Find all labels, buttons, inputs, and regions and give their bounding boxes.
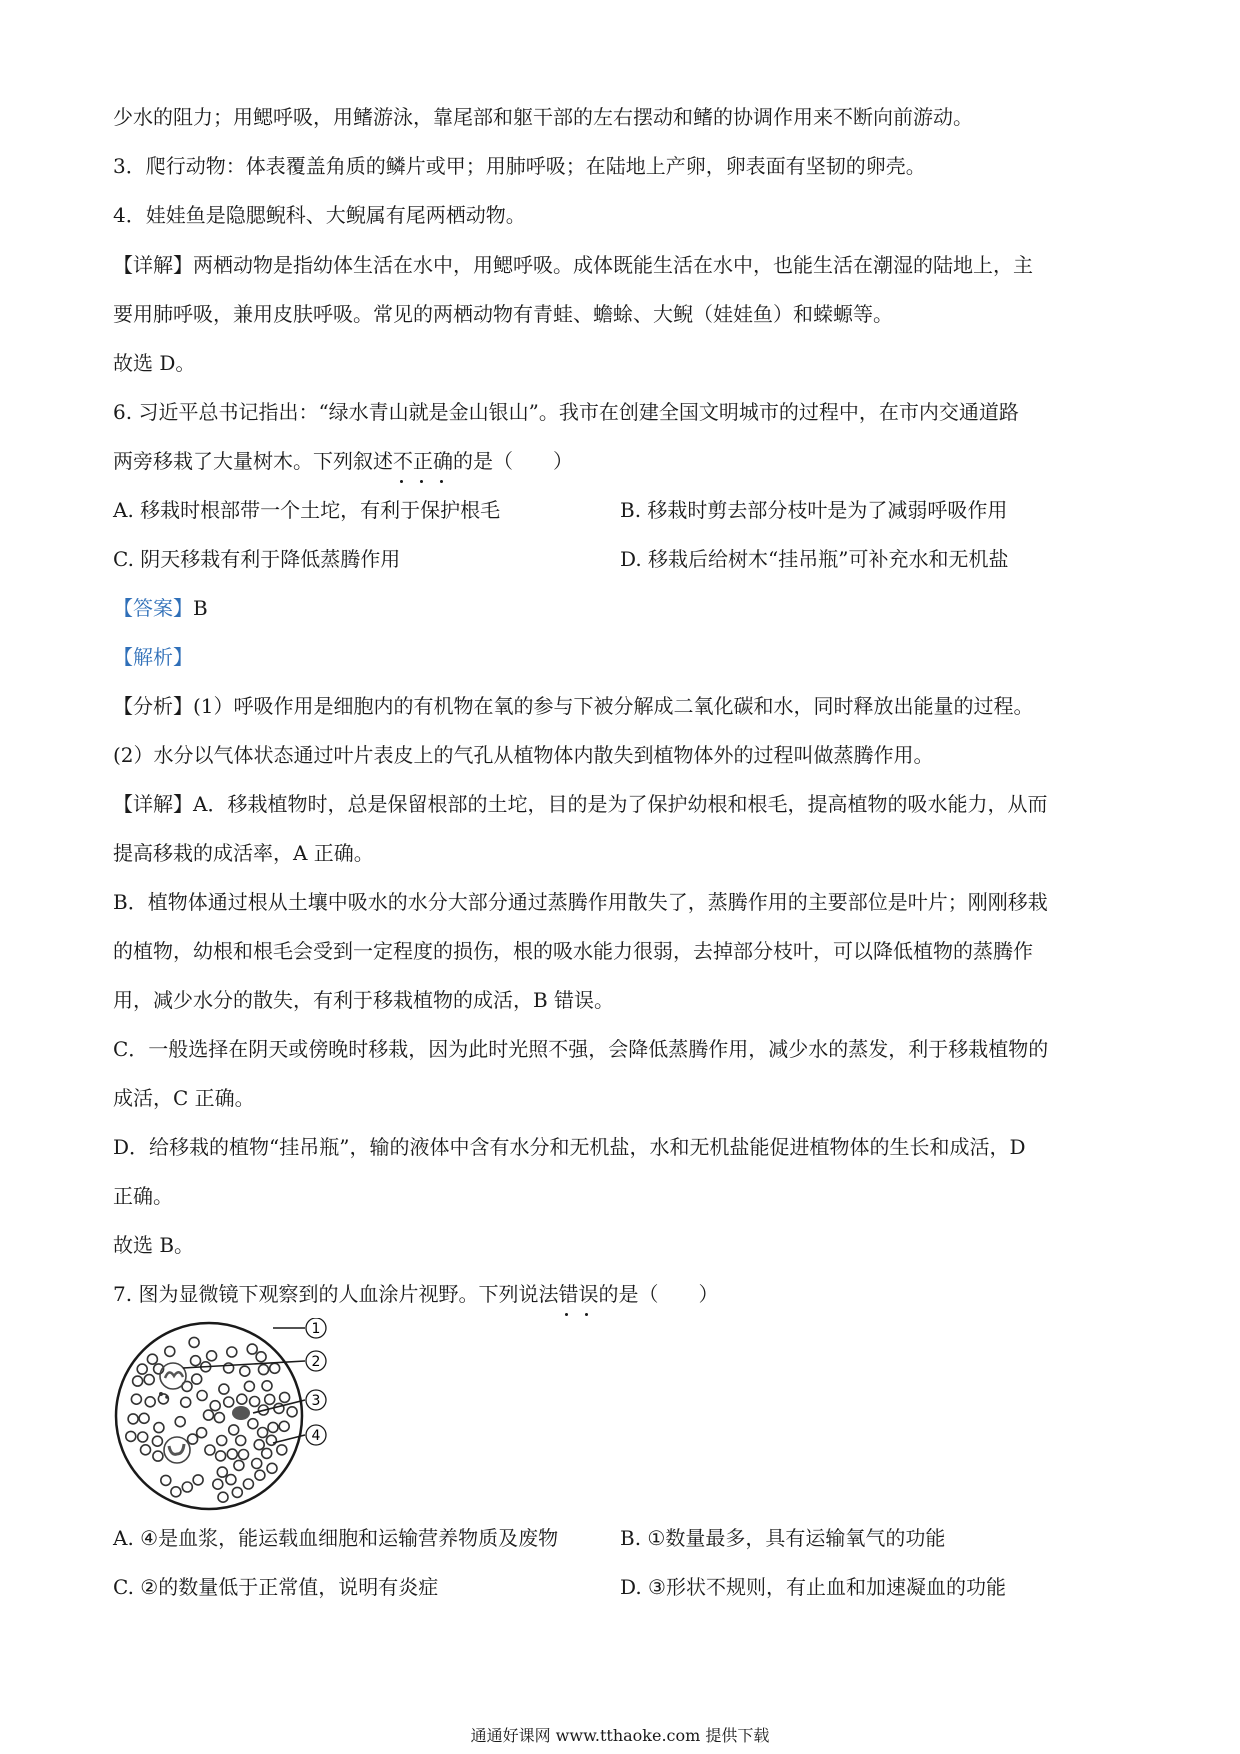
line-1: 少水的阻力；用鳃呼吸，用鳍游泳，靠尾部和躯干部的左右摆动和鳍的协调作用来不断向前游动。 <box>113 105 973 129</box>
answer-value: B <box>193 596 208 620</box>
q6-stem-2 <box>113 447 573 475</box>
red-blood-cell <box>256 1352 266 1362</box>
red-blood-cell <box>277 1445 287 1455</box>
q6-analysis-6: 的植物，幼根和根毛会受到一定程度的损伤，根的吸水能力很弱，去掉部分枝叶，可以降低植物的蒸腾作 <box>113 939 1033 963</box>
red-blood-cell <box>145 1397 155 1407</box>
q6-stem-2b: 的是（ ） <box>453 449 573 473</box>
red-blood-cell <box>213 1479 223 1489</box>
red-blood-cell <box>210 1401 220 1411</box>
q7-option-c: C. ②的数量低于正常值，说明有炎症 <box>113 1575 439 1599</box>
line-3: 4．娃娃鱼是隐腮鲵科、大鲵属有尾两栖动物。 <box>113 203 526 227</box>
platelet-cluster <box>232 1406 250 1420</box>
q6-analysis-4: 提高移栽的成活率，A 正确。 <box>113 841 374 865</box>
q6-analysis-1: 【分析】(1）呼吸作用是细胞内的有机物在氧的参与下被分解成二氧化碳和水，同时释放出能量的过程。 <box>113 694 1034 718</box>
red-blood-cell <box>152 1436 162 1446</box>
line-5: 要用肺呼吸，兼用皮肤呼吸。常见的两栖动物有青蛙、蟾蜍、大鲵（娃娃鱼）和蝾螈等。 <box>113 302 893 326</box>
red-blood-cell <box>254 1440 264 1450</box>
red-blood-cell <box>234 1460 244 1470</box>
line-4: 【详解】两栖动物是指幼体生活在水中，用鳃呼吸。成体既能生活在水中，也能生活在潮湿的陆地上，主 <box>113 253 1033 277</box>
red-blood-cell <box>139 1413 149 1423</box>
red-blood-cell <box>182 1482 192 1492</box>
red-blood-cell <box>131 1394 141 1404</box>
red-blood-cell <box>232 1487 242 1497</box>
q7-option-a: A. ④是血浆，能运载血细胞和运输营养物质及废物 <box>113 1526 559 1550</box>
red-blood-cells <box>126 1337 297 1502</box>
red-blood-cell <box>229 1425 239 1435</box>
q6-analysis-2: (2）水分以气体状态通过叶片表皮上的气孔从植物体内散失到植物体外的过程叫做蒸腾作用。 <box>113 743 934 767</box>
q6-analysis-12: 故选 B。 <box>113 1233 195 1257</box>
q7-stem-a: 7. 图为显微镜下观察到的人血涂片视野。下列说法 <box>113 1282 559 1306</box>
svg-text:1: 1 <box>311 1321 321 1337</box>
red-blood-cell <box>262 1448 272 1458</box>
q7-stem-b: 的是（ ） <box>598 1282 719 1306</box>
label-3 <box>306 1390 326 1410</box>
red-blood-cell <box>147 1354 157 1364</box>
red-blood-cell <box>216 1451 226 1461</box>
q6-analysis-label: 【解析】 <box>113 645 193 669</box>
red-blood-cell <box>279 1421 289 1431</box>
red-blood-cell <box>193 1475 203 1485</box>
svg-text:3: 3 <box>311 1393 321 1409</box>
red-blood-cell <box>161 1475 171 1485</box>
red-blood-cell <box>224 1397 234 1407</box>
red-blood-cell <box>266 1435 276 1445</box>
red-blood-cell <box>227 1449 237 1459</box>
red-blood-cell <box>247 1344 257 1354</box>
q6-analysis-10: D．给移栽的植物“挂吊瓶”，输的液体中含有水分和无机盐，水和无机盐能促进植物体的生长和成活，D <box>113 1135 1026 1159</box>
red-blood-cell <box>217 1436 227 1446</box>
red-blood-cell <box>265 1394 275 1404</box>
red-blood-cell <box>237 1394 247 1404</box>
red-blood-cell <box>270 1363 280 1373</box>
red-blood-cell <box>175 1417 185 1427</box>
red-blood-cell <box>144 1375 154 1385</box>
red-blood-cell <box>153 1451 163 1461</box>
red-blood-cell <box>205 1445 215 1455</box>
q6-analysis-3: 【详解】A．移栽植物时，总是保留根部的土坨，目的是为了保护幼根和根毛，提高植物的吸水能力，从而 <box>113 792 1048 816</box>
red-blood-cell <box>226 1475 236 1485</box>
red-blood-cell <box>126 1431 136 1441</box>
red-blood-cell <box>141 1445 151 1455</box>
label-1 <box>306 1318 326 1338</box>
q7-emphasis: 错误 <box>558 1282 598 1306</box>
red-blood-cell <box>243 1479 253 1489</box>
q6-option-b: B. 移栽时剪去部分枝叶是为了减弱呼吸作用 <box>620 498 1008 522</box>
svg-text:2: 2 <box>311 1354 321 1370</box>
red-blood-cell <box>197 1391 207 1401</box>
red-blood-cell <box>218 1492 228 1502</box>
red-blood-cell <box>181 1397 191 1407</box>
line-6: 故选 D。 <box>113 351 196 375</box>
line-2: 3．爬行动物：体表覆盖角质的鳞片或甲；用肺呼吸；在陆地上产卵，卵表面有坚韧的卵壳。 <box>113 154 926 178</box>
red-blood-cell <box>191 1356 201 1366</box>
red-blood-cell <box>133 1376 143 1386</box>
red-blood-cell <box>280 1392 290 1402</box>
q7-option-b: B. ①数量最多，具有运输氧气的功能 <box>620 1526 946 1550</box>
red-blood-cell <box>197 1428 207 1438</box>
svg-text:4: 4 <box>311 1428 321 1444</box>
red-blood-cell <box>189 1337 199 1347</box>
q6-emphasis: 不正确 <box>393 449 453 473</box>
red-blood-cell <box>259 1365 269 1375</box>
red-blood-cell <box>248 1419 258 1429</box>
blood-smear-figure <box>113 1318 353 1518</box>
red-blood-cell <box>217 1467 227 1477</box>
red-blood-cell <box>188 1434 198 1444</box>
red-blood-cell <box>240 1366 250 1376</box>
red-blood-cell <box>219 1384 229 1394</box>
q6-analysis-5: B．植物体通过根从土壤中吸水的水分大部分通过蒸腾作用散失了，蒸腾作用的主要部位是叶片；刚刚移栽 <box>113 890 1048 914</box>
q7-stem <box>113 1280 718 1308</box>
red-blood-cell <box>267 1463 277 1473</box>
answer-label: 【答案】 <box>113 596 193 620</box>
footer: 通通好课网 www.tthaoke.com 提供下载 <box>470 1726 770 1745</box>
red-blood-cell <box>138 1432 148 1442</box>
red-blood-cell <box>192 1374 202 1384</box>
red-blood-cell <box>252 1459 262 1469</box>
red-blood-cell <box>207 1351 217 1361</box>
q6-answer <box>113 594 208 622</box>
q6-analysis-7: 用，减少水分的散失，有利于移栽植物的成活，B 错误。 <box>113 988 615 1012</box>
red-blood-cell <box>262 1381 272 1391</box>
q7-option-d: D. ③形状不规则，有止血和加速凝血的功能 <box>620 1575 1006 1599</box>
q6-analysis-8: C．一般选择在阴天或傍晚时移栽，因为此时光照不强，会降低蒸腾作用，减少水的蒸发，利于移栽植物的 <box>113 1037 1049 1061</box>
red-blood-cell <box>244 1381 254 1391</box>
q6-stem-1: 6. 习近平总书记指出：“绿水青山就是金山银山”。我市在创建全国文明城市的过程中，在市内交通道路 <box>113 400 1019 424</box>
red-blood-cell <box>250 1397 260 1407</box>
red-blood-cell <box>154 1423 164 1433</box>
red-blood-cell <box>258 1428 268 1438</box>
red-blood-cell <box>214 1413 224 1423</box>
q6-option-a: A. 移栽时根部带一个土坨，有利于保护根毛 <box>113 498 501 522</box>
white-blood-cell-bottom <box>164 1437 190 1463</box>
red-blood-cell <box>171 1487 181 1497</box>
label-4 <box>306 1425 326 1445</box>
red-blood-cell <box>128 1414 138 1424</box>
red-blood-cell <box>287 1407 297 1417</box>
red-blood-cell <box>165 1346 175 1356</box>
red-blood-cell <box>255 1470 265 1480</box>
red-blood-cell <box>227 1347 237 1357</box>
red-blood-cell <box>236 1436 246 1446</box>
white-blood-cell-top <box>160 1363 186 1389</box>
label-2 <box>306 1351 326 1371</box>
q6-stem-2a: 两旁移栽了大量树木。下列叙述 <box>113 449 393 473</box>
red-blood-cell <box>239 1450 249 1460</box>
red-blood-cell <box>204 1410 214 1420</box>
q6-option-c: C. 阴天移栽有利于降低蒸腾作用 <box>113 547 401 571</box>
red-blood-cell <box>137 1364 147 1374</box>
q6-option-d: D. 移栽后给树木“挂吊瓶”可补充水和无机盐 <box>620 547 1009 571</box>
q6-analysis-9: 成活，C 正确。 <box>113 1086 255 1110</box>
q6-analysis-11: 正确。 <box>113 1184 173 1208</box>
red-blood-cell <box>268 1422 278 1432</box>
